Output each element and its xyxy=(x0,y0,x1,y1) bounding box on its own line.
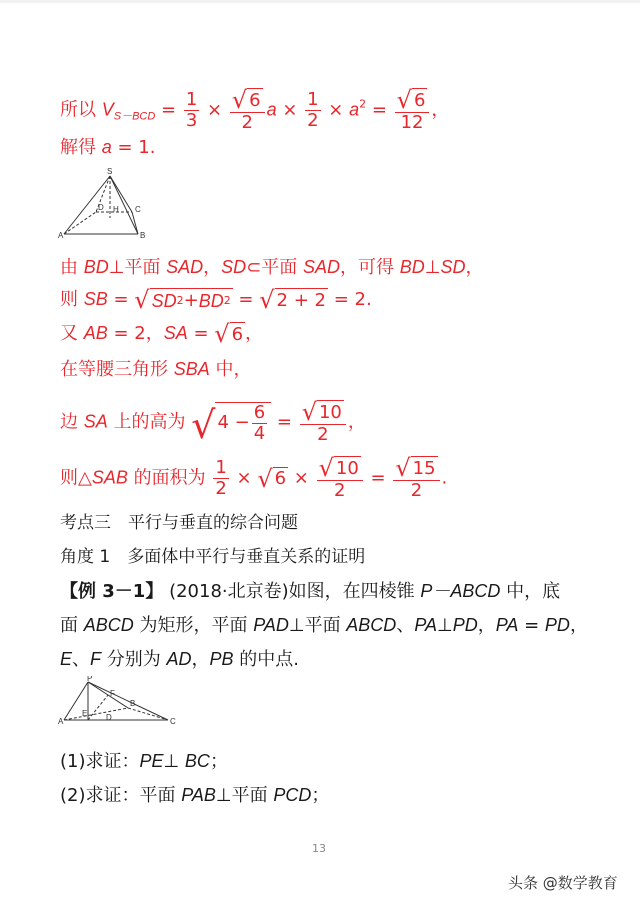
example-line-2: 面 ABCD 为矩形，平面 PAD⊥平面 ABCD、PA⊥PD，PA = PD， xyxy=(60,615,588,636)
edge-AD xyxy=(64,212,96,234)
perpendicular-line: 由 BD⊥平面 SAD，SD⊂平面 SAD，可得 BD⊥SD， xyxy=(60,257,484,278)
sb-length-line: 则 SB = √ SD 2 + BD 2 = √ 2 + 2 = 2. xyxy=(60,286,372,314)
ab-sa-line: 又 AB = 2，SA = √ 6 ， xyxy=(60,320,264,348)
formula-volume: 所以 $V_{S-BCD}$ = $\frac{1}{3}$ × √ 6 2 a × $\frac{1}{2}$ × $a^2$ = √ 6 12 ， xyxy=(60,86,450,133)
label-S: S xyxy=(107,168,113,176)
label-A: A xyxy=(58,231,64,240)
watermark: 头条 @数学教育 xyxy=(508,874,618,892)
label-C: C xyxy=(135,205,141,214)
top-border xyxy=(0,0,640,3)
label-P: P xyxy=(87,676,93,683)
label-A: A xyxy=(58,717,64,726)
label-C: C xyxy=(170,717,176,726)
example-line-1: 【例 3－1】 (2018·北京卷)如图，在四棱锥 P－ABCD 中，底 xyxy=(60,581,561,602)
label-F: F xyxy=(110,689,115,698)
solve-a-line: 解得 a = 1. xyxy=(60,137,156,158)
label-D: D xyxy=(106,713,112,722)
isosceles-line: 在等腰三角形 SBA 中， xyxy=(60,359,252,380)
edge-BC xyxy=(128,708,168,720)
page-number: 13 xyxy=(312,842,326,855)
example-line-3: E、F 分别为 AD，PB 的中点. xyxy=(60,649,299,670)
pyramid-figure-1 xyxy=(58,168,158,240)
height-line: 边 SA 上的高为 √ 4 − $\frac{6}{4}$ = √ 10 2 ， xyxy=(60,398,366,447)
label-E: E xyxy=(82,709,88,718)
edge-PC xyxy=(88,682,168,720)
label-H: H xyxy=(113,205,119,214)
question-2: (2)求证：平面 PAB⊥平面 PCD； xyxy=(60,785,330,806)
segment-EF xyxy=(88,695,108,720)
label-B: B xyxy=(130,699,136,708)
subsection-heading: 角度 1 多面体中平行与垂直关系的证明 xyxy=(60,547,366,567)
pyramid-figure-2 xyxy=(58,676,180,728)
label-B: B xyxy=(140,231,146,240)
question-1: (1)求证：PE⊥ BC； xyxy=(60,751,228,772)
label-D: D xyxy=(98,203,104,212)
section-heading: 考点三 平行与垂直的综合问题 xyxy=(60,513,298,533)
area-line: 则△SAB 的面积为 $\frac{1}{2}$ × √ 6 × √ 10 2 = √ 15 2 . xyxy=(60,454,448,501)
